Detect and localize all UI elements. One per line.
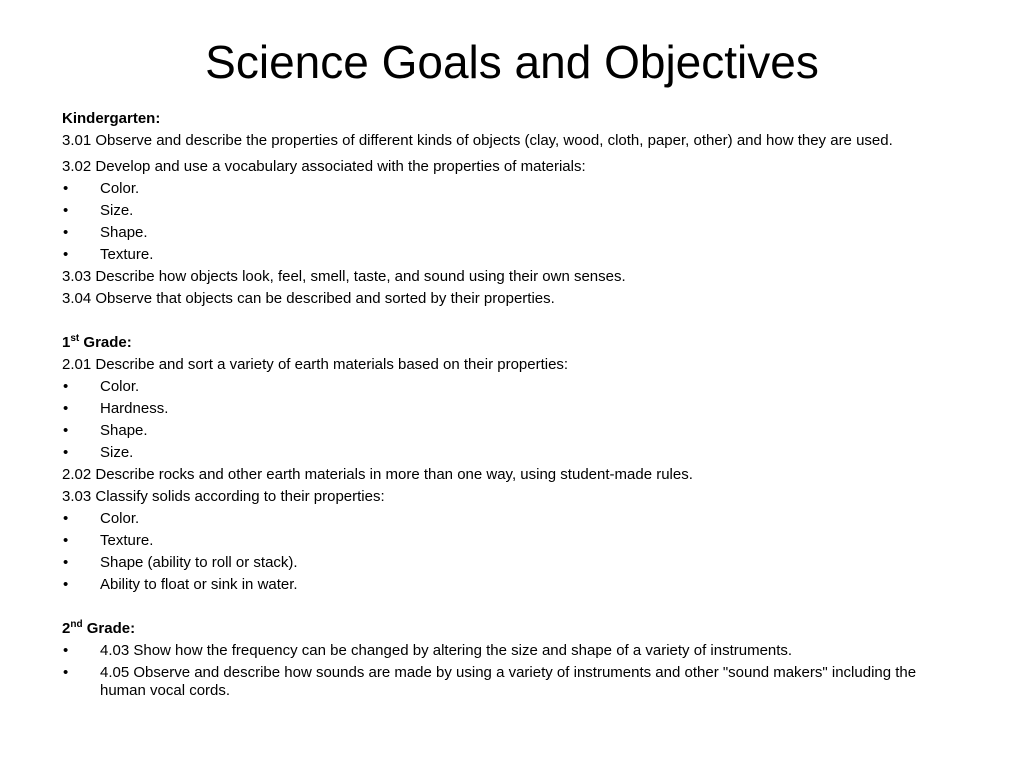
first-grade-heading [62,332,962,354]
list-item [62,420,962,442]
list-item-text: Texture. [100,246,154,263]
objective-g1-2-02: 2.02 Describe rocks and other earth materials in more than one way, using student-made rules. [62,466,693,483]
list-item [62,530,962,552]
objective-k-3-04: 3.04 Observe that objects can be described and sorted by their properties. [62,290,555,307]
objective-g1-3-03: 3.03 Classify solids according to their properties: [62,488,385,505]
list-item-text: Ability to float or sink in water. [100,576,298,593]
objective-g1-2-01: 2.01 Describe and sort a variety of earth materials based on their properties: [62,356,569,373]
list-item [62,222,962,244]
objective-k-3-01: 3.01 Observe and describe the properties of different kinds of objects (clay, wood, cloth, paper, other) and how they are used. [62,132,893,149]
list-item-text: 4.03 Show how the frequency can be changed by altering the size and shape of a variety of instruments. [100,642,793,659]
bullet-icon: • [63,576,69,593]
bullet-icon: • [63,180,69,197]
list-item-text: Color. [100,510,140,527]
bullet-icon: • [63,422,69,439]
list-item-text: Hardness. [100,400,169,417]
bullet-icon: • [63,378,69,395]
bullet-icon: • [63,246,69,263]
list-item [62,178,962,200]
objective-k-3-02: 3.02 Develop and use a vocabulary associated with the properties of materials: [62,158,586,175]
list-item [62,398,962,420]
list-item-text: Texture. [100,532,154,549]
list-item [62,552,962,574]
heading-number: 1 [62,334,71,351]
list-item-text: Shape. [100,422,148,439]
list-item [62,640,962,662]
list-item [62,376,962,398]
list-item-text: Shape (ability to roll or stack). [100,554,298,571]
list-item-text: Color. [100,378,140,395]
list-item [62,508,962,530]
list-item [62,662,962,702]
bullet-icon: • [63,202,69,219]
bullet-icon: • [63,224,69,241]
list-item-text: Shape. [100,224,148,241]
bullet-icon: • [63,642,69,659]
bullet-icon: • [63,510,69,527]
bullet-icon: • [63,532,69,549]
heading-text: Grade: [82,620,136,637]
list-item [62,200,962,222]
bullet-icon: • [63,400,69,417]
list-item-text: Color. [100,180,140,197]
heading-number: 2 [62,620,71,637]
slide-content [62,108,962,702]
bullet-icon: • [63,444,69,461]
kindergarten-heading: Kindergarten: [62,110,161,127]
section-spacer [62,596,962,618]
list-item [62,574,962,596]
bullet-icon: • [63,664,69,681]
slide-title: Science Goals and Objectives [205,36,819,88]
second-grade-heading [62,618,962,640]
list-item-text: 4.05 Observe and describe how sounds are made by using a variety of instruments and other "sound makers" including the human vocal cords. [100,664,917,699]
bullet-icon: • [63,554,69,571]
heading-ordinal-suffix: nd [70,619,83,630]
list-item-text: Size. [100,202,134,219]
heading-text: Grade: [79,334,132,351]
objective-k-3-03: 3.03 Describe how objects look, feel, smell, taste, and sound using their own senses. [62,268,626,285]
list-item [62,244,962,266]
heading-ordinal-suffix: st [70,333,80,344]
list-item [62,442,962,464]
section-spacer [62,310,962,332]
list-item-text: Size. [100,444,134,461]
